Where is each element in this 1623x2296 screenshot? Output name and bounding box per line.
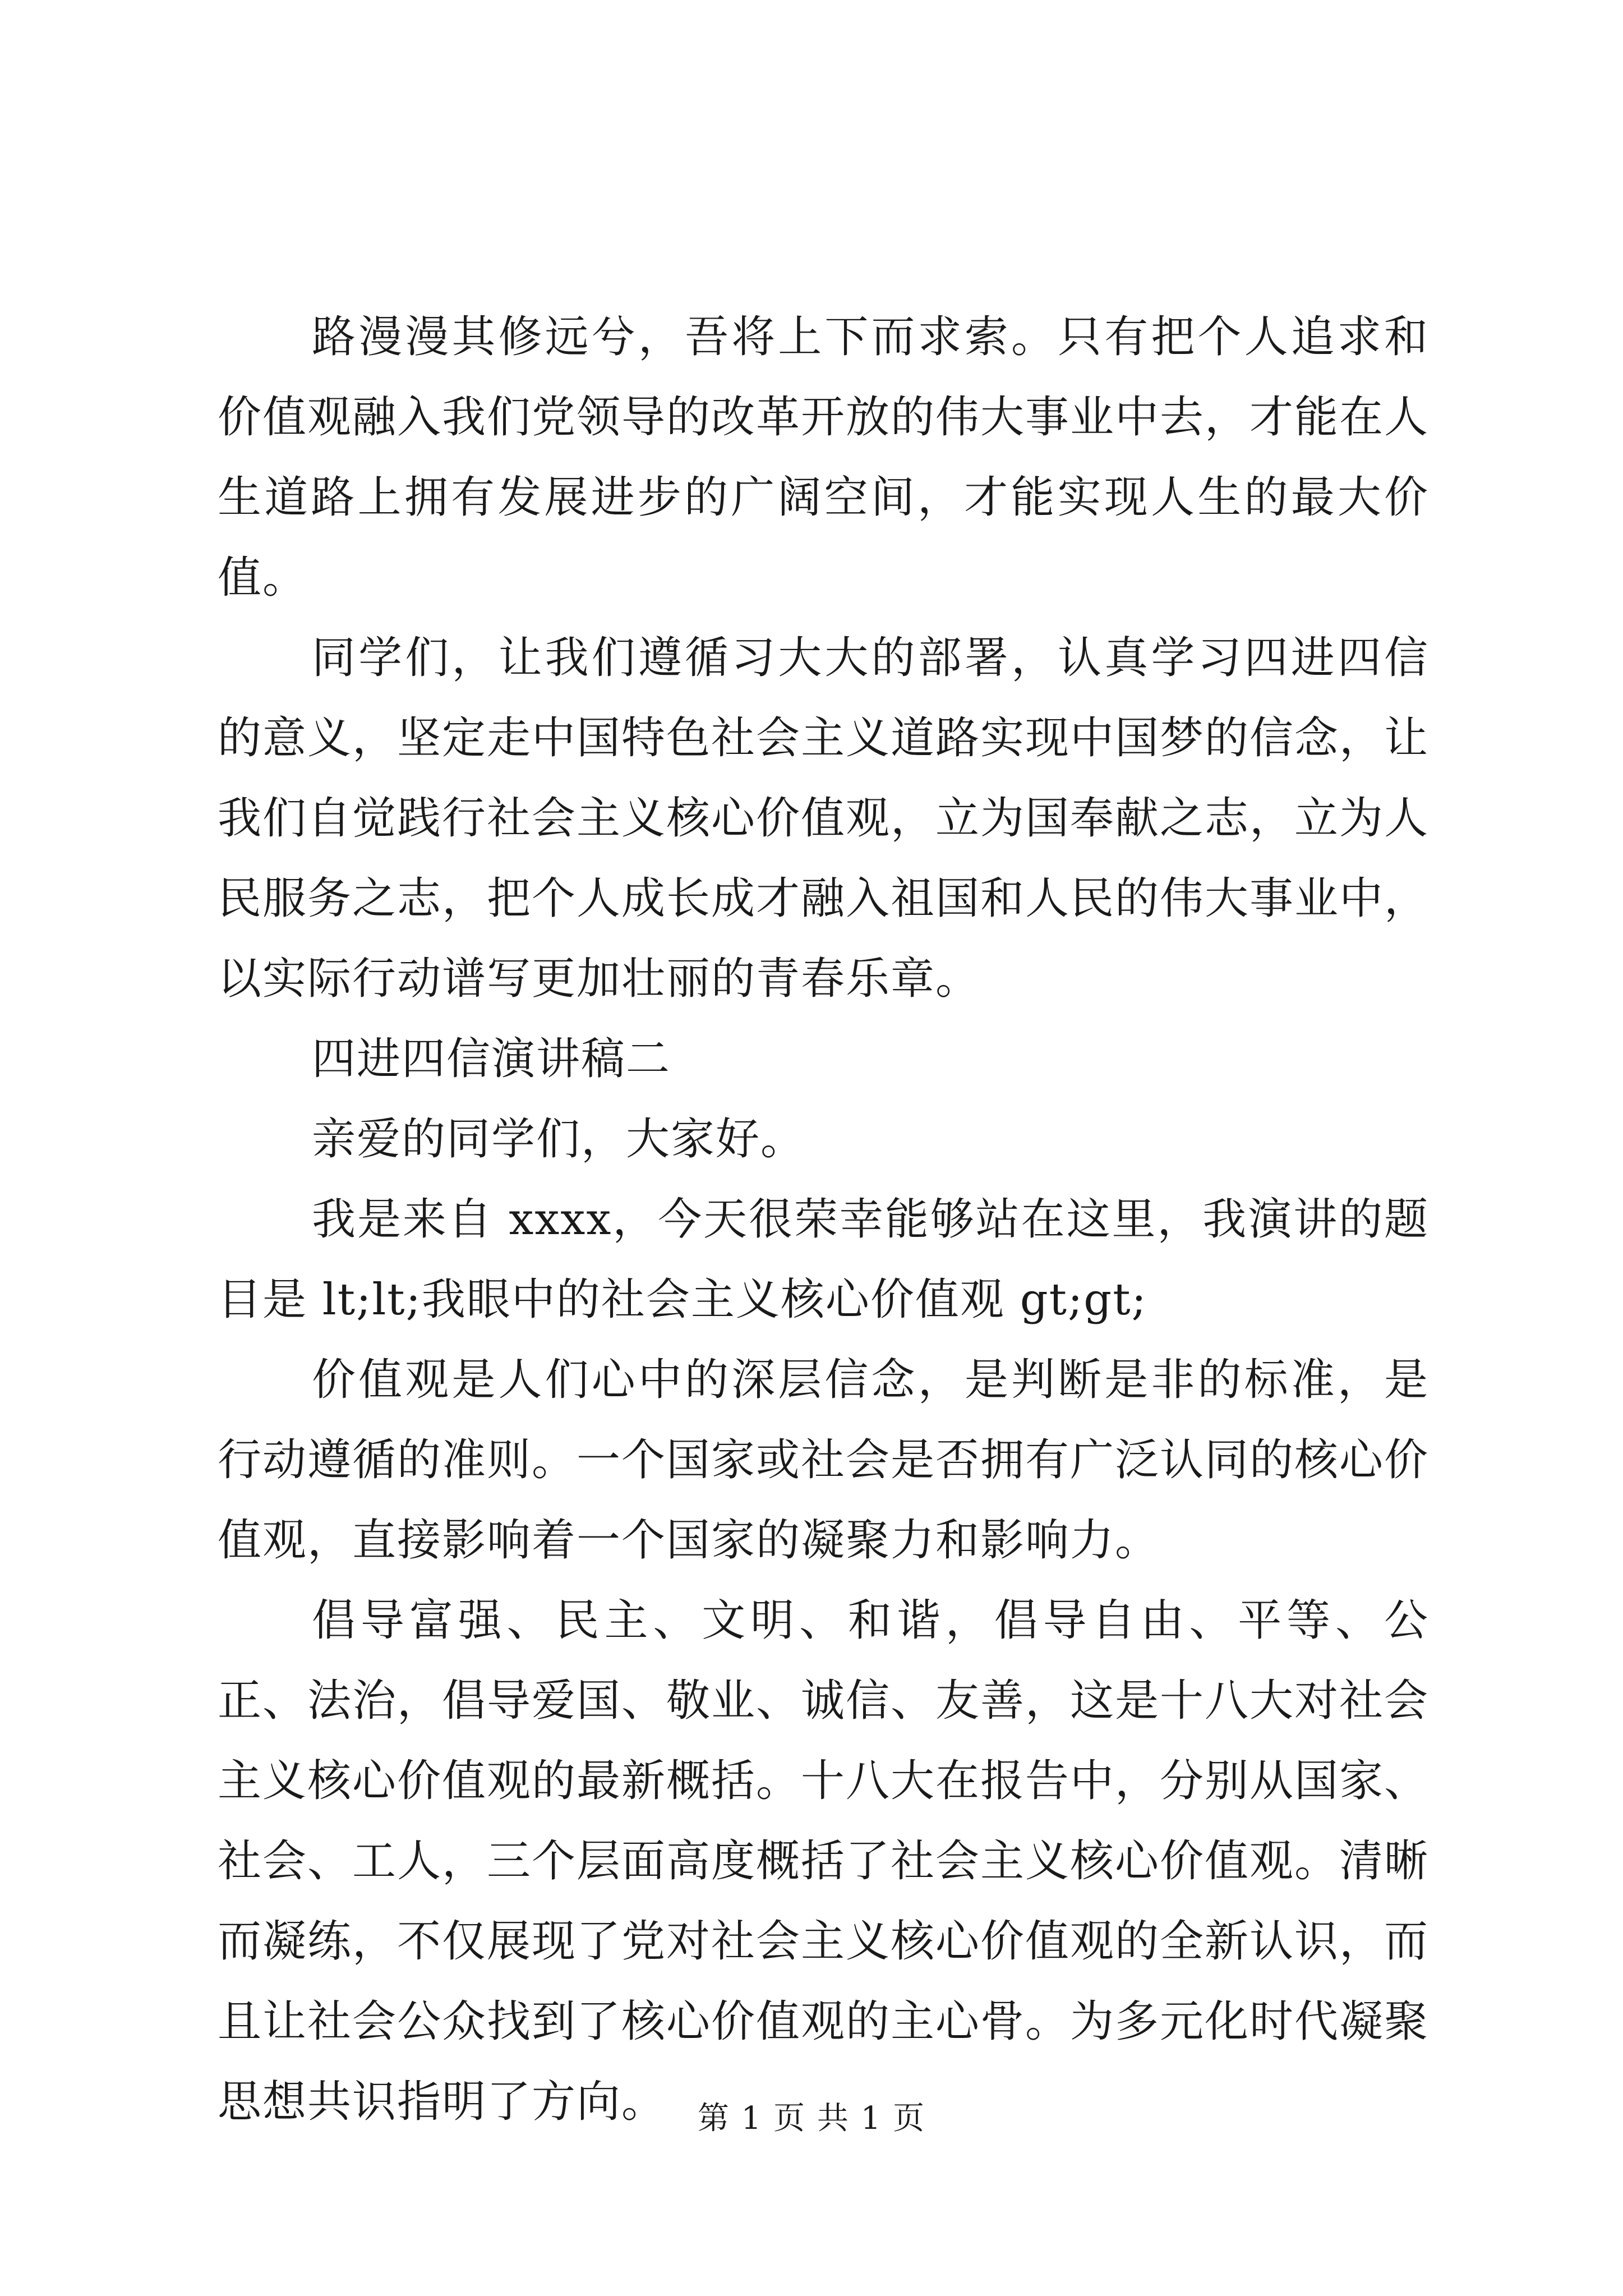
paragraph-1: 路漫漫其修远兮，吾将上下而求索。只有把个人追求和价值观融入我们党领导的改革开放的伟大事业中去，才能在人生道路上拥有发展进步的广阔空间，才能实现人生的最大价值。 (218, 312, 1430, 603)
paragraph-5: 倡导富强、民主、文明、和谐，倡导自由、平等、公正、法治，倡导爱国、敬业、诚信、友善，这是十八大对社会主义核心价值观的最新概括。十八大在报告中，分别从国家、社会、工人，三个层面高度概括了社会主义核心价值观。清晰而凝练，不仅展现了党对社会主义核心价值观的全新认识，而且让社会公众找到了核心价值观的主心骨。为多元化时代凝聚思想共识指明了方向。 (218, 1595, 1430, 2127)
greeting-line: 亲爱的同学们，大家好。 (312, 1114, 806, 1165)
section-title: 四进四信演讲稿二 (312, 1034, 671, 1084)
paragraph-4: 价值观是人们心中的深层信念，是判断是非的标准，是行动遵循的准则。一个国家或社会是否拥有广泛认同的核心价值观，直接影响着一个国家的凝聚力和影响力。 (218, 1355, 1430, 1566)
page-number-footer: 第 1 页 共 1 页 (697, 2100, 926, 2137)
paragraph-3: 我是来自 xxxx，今天很荣幸能够站在这里，我演讲的题目是 lt;lt;我眼中的社会主义核心价值观 gt;gt; (218, 1194, 1429, 1325)
document-body (218, 297, 1429, 2142)
paragraph-2: 同学们，让我们遵循习大大的部署，认真学习四进四信的意义，坚定走中国特色社会主义道路实现中国梦的信念，让我们自觉践行社会主义核心价值观，立为国奉献之志，立为人民服务之志，把个人成长成才融入祖国和人民的伟大事业中，以实际行动谱写更加壮丽的青春乐章。 (218, 633, 1430, 1004)
